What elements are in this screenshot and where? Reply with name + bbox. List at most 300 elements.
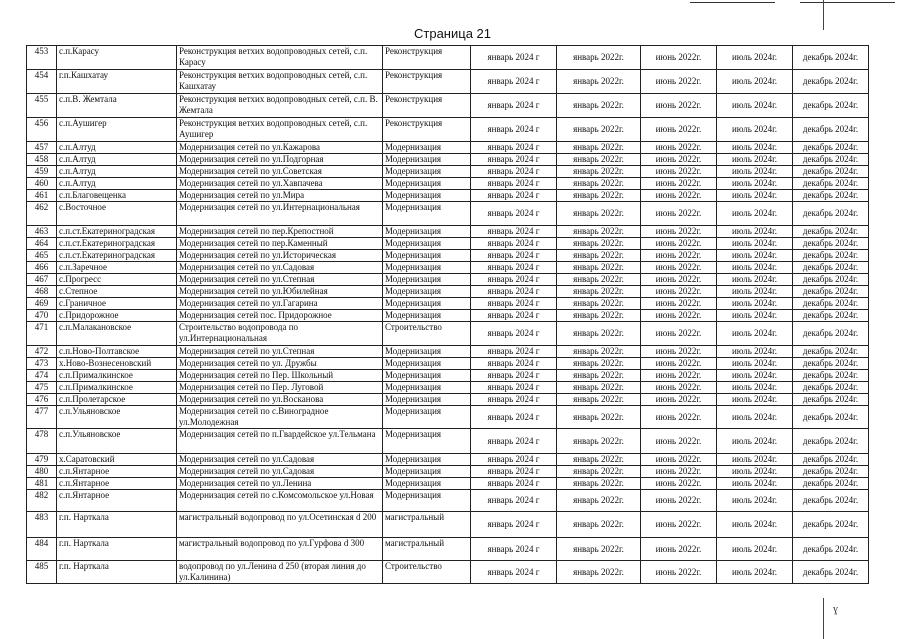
cell-mid-date: июнь 2022г.: [641, 94, 717, 118]
cell-end-date: декабрь 2024г.: [793, 142, 869, 154]
cell-plan-date: июль 2024г.: [717, 94, 793, 118]
cell-start-date: январь 2022г.: [557, 262, 641, 274]
cell-number: 469: [27, 298, 57, 310]
cell-work-type: Модернизация: [383, 466, 471, 478]
scan-top-rule-right: [800, 2, 895, 3]
cell-end-date: декабрь 2024г.: [793, 178, 869, 190]
cell-end-date: декабрь 2024г.: [793, 94, 869, 118]
cell-settlement: с.п.Карасу: [57, 46, 177, 70]
cell-work-description: Модернизация сетей по ул.Подгорная: [177, 154, 383, 166]
cell-start-date: январь 2022г.: [557, 202, 641, 226]
cell-mid-date: июнь 2022г.: [641, 166, 717, 178]
cell-work-type: Модернизация: [383, 202, 471, 226]
cell-deadline: январь 2024 г: [471, 394, 557, 406]
cell-mid-date: июнь 2022г.: [641, 118, 717, 142]
cell-number: 481: [27, 478, 57, 490]
cell-plan-date: июль 2024г.: [717, 46, 793, 70]
table-row: [27, 178, 869, 190]
cell-start-date: январь 2022г.: [557, 310, 641, 322]
cell-deadline: январь 2024 г: [471, 250, 557, 262]
cell-settlement: с.Восточное: [57, 202, 177, 226]
table-row: [27, 358, 869, 370]
cell-mid-date: июнь 2022г.: [641, 512, 717, 538]
cell-work-type: Модернизация: [383, 370, 471, 382]
cell-number: 482: [27, 490, 57, 512]
table-row: [27, 274, 869, 286]
cell-number: 477: [27, 406, 57, 429]
cell-plan-date: июль 2024г.: [717, 250, 793, 262]
cell-number: 478: [27, 429, 57, 454]
cell-start-date: январь 2022г.: [557, 94, 641, 118]
cell-start-date: январь 2022г.: [557, 46, 641, 70]
cell-start-date: январь 2022г.: [557, 512, 641, 538]
cell-mid-date: июнь 2022г.: [641, 262, 717, 274]
cell-end-date: декабрь 2024г.: [793, 322, 869, 346]
cell-settlement: с.п.Алтуд: [57, 178, 177, 190]
cell-deadline: январь 2024 г: [471, 370, 557, 382]
cell-mid-date: июнь 2022г.: [641, 298, 717, 310]
table-row: [27, 94, 869, 118]
cell-plan-date: июль 2024г.: [717, 512, 793, 538]
cell-settlement: с.Граничное: [57, 298, 177, 310]
cell-start-date: январь 2022г.: [557, 70, 641, 94]
cell-work-type: Реконструкция: [383, 46, 471, 70]
cell-settlement: г.п. Нарткала: [57, 538, 177, 561]
cell-mid-date: июнь 2022г.: [641, 190, 717, 202]
cell-deadline: январь 2024 г: [471, 274, 557, 286]
table-row: [27, 190, 869, 202]
cell-deadline: январь 2024 г: [471, 454, 557, 466]
cell-work-type: магистральный: [383, 512, 471, 538]
cell-end-date: декабрь 2024г.: [793, 358, 869, 370]
scan-mark: ɣ: [833, 604, 838, 615]
table-row: [27, 346, 869, 358]
cell-end-date: декабрь 2024г.: [793, 370, 869, 382]
cell-plan-date: июль 2024г.: [717, 429, 793, 454]
cell-plan-date: июль 2024г.: [717, 478, 793, 490]
cell-work-type: Модернизация: [383, 358, 471, 370]
cell-plan-date: июль 2024г.: [717, 382, 793, 394]
scan-fold-line-lower: [823, 598, 824, 639]
cell-deadline: январь 2024 г: [471, 154, 557, 166]
cell-plan-date: июль 2024г.: [717, 118, 793, 142]
cell-plan-date: июль 2024г.: [717, 178, 793, 190]
table-row: [27, 512, 869, 538]
cell-work-type: магистральный: [383, 538, 471, 561]
cell-number: 459: [27, 166, 57, 178]
cell-work-type: Реконструкция: [383, 70, 471, 94]
table-row: [27, 142, 869, 154]
cell-number: 483: [27, 512, 57, 538]
cell-work-type: Модернизация: [383, 382, 471, 394]
cell-number: 468: [27, 286, 57, 298]
cell-work-type: Модернизация: [383, 394, 471, 406]
cell-end-date: декабрь 2024г.: [793, 454, 869, 466]
cell-work-type: Модернизация: [383, 298, 471, 310]
cell-start-date: январь 2022г.: [557, 561, 641, 584]
page-title: Страница 21: [414, 26, 491, 41]
cell-work-description: Модернизация сетей по ул.Садовая: [177, 466, 383, 478]
cell-work-description: Модернизация сетей по ул.Интернациональная: [177, 202, 383, 226]
cell-deadline: январь 2024 г: [471, 178, 557, 190]
cell-settlement: с.Придорожное: [57, 310, 177, 322]
cell-deadline: январь 2024 г: [471, 512, 557, 538]
cell-number: 454: [27, 70, 57, 94]
cell-settlement: с.Степное: [57, 286, 177, 298]
cell-work-description: Модернизация сетей по ул.Мира: [177, 190, 383, 202]
cell-deadline: январь 2024 г: [471, 262, 557, 274]
table-row: [27, 118, 869, 142]
table-row: [27, 250, 869, 262]
cell-deadline: январь 2024 г: [471, 46, 557, 70]
cell-deadline: январь 2024 г: [471, 406, 557, 429]
cell-end-date: декабрь 2024г.: [793, 478, 869, 490]
cell-deadline: январь 2024 г: [471, 142, 557, 154]
cell-end-date: декабрь 2024г.: [793, 538, 869, 561]
cell-plan-date: июль 2024г.: [717, 370, 793, 382]
cell-work-type: Модернизация: [383, 238, 471, 250]
cell-number: 465: [27, 250, 57, 262]
cell-work-type: Модернизация: [383, 274, 471, 286]
cell-mid-date: июнь 2022г.: [641, 142, 717, 154]
cell-start-date: январь 2022г.: [557, 478, 641, 490]
cell-number: 470: [27, 310, 57, 322]
cell-settlement: с.п.ст.Екатериноградская: [57, 226, 177, 238]
cell-end-date: декабрь 2024г.: [793, 250, 869, 262]
cell-end-date: декабрь 2024г.: [793, 274, 869, 286]
cell-settlement: с.п.Янтарное: [57, 490, 177, 512]
cell-start-date: январь 2022г.: [557, 454, 641, 466]
cell-work-description: магистральный водопровод по ул.Осетинская d 200: [177, 512, 383, 538]
cell-start-date: январь 2022г.: [557, 298, 641, 310]
cell-work-description: Модернизация сетей по Пер. Луговой: [177, 382, 383, 394]
cell-plan-date: июль 2024г.: [717, 274, 793, 286]
cell-end-date: декабрь 2024г.: [793, 466, 869, 478]
table-row: [27, 310, 869, 322]
cell-plan-date: июль 2024г.: [717, 358, 793, 370]
table-row: [27, 286, 869, 298]
table-row: [27, 262, 869, 274]
cell-work-description: Модернизация сетей по ул.Кажарова: [177, 142, 383, 154]
table-row: [27, 298, 869, 310]
cell-work-description: Модернизация сетей по ул.Ленина: [177, 478, 383, 490]
cell-work-type: Модернизация: [383, 154, 471, 166]
cell-settlement: г.п.Кашхатау: [57, 70, 177, 94]
cell-deadline: январь 2024 г: [471, 94, 557, 118]
cell-start-date: январь 2022г.: [557, 286, 641, 298]
cell-settlement: с.п.Пролетарское: [57, 394, 177, 406]
cell-deadline: январь 2024 г: [471, 490, 557, 512]
cell-mid-date: июнь 2022г.: [641, 70, 717, 94]
cell-end-date: декабрь 2024г.: [793, 202, 869, 226]
cell-mid-date: июнь 2022г.: [641, 382, 717, 394]
cell-start-date: январь 2022г.: [557, 238, 641, 250]
cell-mid-date: июнь 2022г.: [641, 46, 717, 70]
table-row: [27, 70, 869, 94]
cell-mid-date: июнь 2022г.: [641, 394, 717, 406]
cell-deadline: январь 2024 г: [471, 322, 557, 346]
cell-work-type: Модернизация: [383, 226, 471, 238]
cell-settlement: с.п.Прималкинское: [57, 382, 177, 394]
table-row: [27, 238, 869, 250]
cell-number: 464: [27, 238, 57, 250]
cell-settlement: с.п.Заречное: [57, 262, 177, 274]
cell-mid-date: июнь 2022г.: [641, 274, 717, 286]
table-row: [27, 202, 869, 226]
cell-deadline: январь 2024 г: [471, 70, 557, 94]
cell-work-description: Строительство водопровода по ул.Интернациональная: [177, 322, 383, 346]
cell-plan-date: июль 2024г.: [717, 262, 793, 274]
cell-start-date: январь 2022г.: [557, 538, 641, 561]
cell-number: 479: [27, 454, 57, 466]
cell-mid-date: июнь 2022г.: [641, 226, 717, 238]
cell-plan-date: июль 2024г.: [717, 346, 793, 358]
table-row: [27, 538, 869, 561]
cell-deadline: январь 2024 г: [471, 310, 557, 322]
cell-number: 476: [27, 394, 57, 406]
cell-mid-date: июнь 2022г.: [641, 466, 717, 478]
cell-settlement: х.Ново-Вознесеновский: [57, 358, 177, 370]
cell-work-description: Модернизация сетей по ул.Садовая: [177, 454, 383, 466]
cell-start-date: январь 2022г.: [557, 346, 641, 358]
cell-work-type: Строительство: [383, 561, 471, 584]
cell-deadline: январь 2024 г: [471, 429, 557, 454]
cell-end-date: декабрь 2024г.: [793, 490, 869, 512]
cell-work-type: Реконструкция: [383, 94, 471, 118]
cell-number: 474: [27, 370, 57, 382]
cell-plan-date: июль 2024г.: [717, 561, 793, 584]
cell-start-date: январь 2022г.: [557, 250, 641, 262]
cell-end-date: декабрь 2024г.: [793, 512, 869, 538]
cell-number: 462: [27, 202, 57, 226]
cell-work-description: Модернизация сетей по ул.Восканова: [177, 394, 383, 406]
cell-plan-date: июль 2024г.: [717, 286, 793, 298]
cell-number: 453: [27, 46, 57, 70]
cell-mid-date: июнь 2022г.: [641, 322, 717, 346]
cell-number: 471: [27, 322, 57, 346]
cell-end-date: декабрь 2024г.: [793, 310, 869, 322]
cell-deadline: январь 2024 г: [471, 238, 557, 250]
cell-end-date: декабрь 2024г.: [793, 166, 869, 178]
cell-plan-date: июль 2024г.: [717, 394, 793, 406]
cell-settlement: с.Прогресс: [57, 274, 177, 286]
cell-start-date: январь 2022г.: [557, 118, 641, 142]
cell-work-type: Реконструкция: [383, 118, 471, 142]
cell-number: 467: [27, 274, 57, 286]
cell-end-date: декабрь 2024г.: [793, 346, 869, 358]
table-row: [27, 166, 869, 178]
cell-deadline: январь 2024 г: [471, 118, 557, 142]
cell-plan-date: июль 2024г.: [717, 70, 793, 94]
cell-end-date: декабрь 2024г.: [793, 262, 869, 274]
cell-work-description: водопровод по ул.Ленина d 250 (вторая линия до ул.Калинина): [177, 561, 383, 584]
cell-work-type: Модернизация: [383, 478, 471, 490]
cell-work-type: Модернизация: [383, 262, 471, 274]
table-row: [27, 429, 869, 454]
table-row: [27, 394, 869, 406]
cell-settlement: с.п.Аушигер: [57, 118, 177, 142]
cell-end-date: декабрь 2024г.: [793, 118, 869, 142]
table-row: [27, 406, 869, 429]
cell-work-description: Модернизация сетей по ул.Степная: [177, 274, 383, 286]
cell-mid-date: июнь 2022г.: [641, 310, 717, 322]
cell-end-date: декабрь 2024г.: [793, 286, 869, 298]
cell-plan-date: июль 2024г.: [717, 154, 793, 166]
cell-work-description: Модернизация сетей по ул.Историческая: [177, 250, 383, 262]
cell-mid-date: июнь 2022г.: [641, 478, 717, 490]
cell-deadline: январь 2024 г: [471, 466, 557, 478]
cell-deadline: январь 2024 г: [471, 286, 557, 298]
cell-mid-date: июнь 2022г.: [641, 358, 717, 370]
cell-end-date: декабрь 2024г.: [793, 382, 869, 394]
cell-work-description: Модернизация сетей по ул.Гагарина: [177, 298, 383, 310]
cell-plan-date: июль 2024г.: [717, 490, 793, 512]
cell-end-date: декабрь 2024г.: [793, 298, 869, 310]
cell-settlement: с.п.Алтуд: [57, 154, 177, 166]
table-row: [27, 454, 869, 466]
cell-deadline: январь 2024 г: [471, 298, 557, 310]
cell-work-type: Модернизация: [383, 250, 471, 262]
cell-plan-date: июль 2024г.: [717, 454, 793, 466]
cell-work-description: Модернизация сетей по пер.Каменный: [177, 238, 383, 250]
cell-mid-date: июнь 2022г.: [641, 154, 717, 166]
cell-plan-date: июль 2024г.: [717, 226, 793, 238]
table-row: [27, 478, 869, 490]
table-row: [27, 382, 869, 394]
cell-work-description: Модернизация сетей по пер.Крепостной: [177, 226, 383, 238]
cell-plan-date: июль 2024г.: [717, 406, 793, 429]
cell-end-date: декабрь 2024г.: [793, 394, 869, 406]
cell-start-date: январь 2022г.: [557, 490, 641, 512]
work-schedule-table: [26, 45, 869, 584]
cell-deadline: январь 2024 г: [471, 202, 557, 226]
cell-work-description: Реконструкция ветхих водопроводных сетей, с.п. Кашхатау: [177, 70, 383, 94]
cell-start-date: январь 2022г.: [557, 429, 641, 454]
cell-settlement: с.п.Малакановское: [57, 322, 177, 346]
cell-deadline: январь 2024 г: [471, 190, 557, 202]
cell-settlement: с.п.Ульяновское: [57, 429, 177, 454]
cell-settlement: с.п.Прималкинское: [57, 370, 177, 382]
cell-work-type: Модернизация: [383, 190, 471, 202]
cell-start-date: январь 2022г.: [557, 274, 641, 286]
cell-number: 473: [27, 358, 57, 370]
cell-settlement: с.п.В. Жемтала: [57, 94, 177, 118]
cell-settlement: г.п. Нарткала: [57, 561, 177, 584]
cell-work-type: Модернизация: [383, 490, 471, 512]
cell-end-date: декабрь 2024г.: [793, 406, 869, 429]
cell-settlement: с.п.Ново-Полтавское: [57, 346, 177, 358]
table-body: [27, 46, 869, 584]
cell-mid-date: июнь 2022г.: [641, 561, 717, 584]
table-row: [27, 322, 869, 346]
cell-work-description: Модернизация сетей по ул.Степная: [177, 346, 383, 358]
cell-settlement: с.п.Благовещенка: [57, 190, 177, 202]
cell-number: 480: [27, 466, 57, 478]
cell-plan-date: июль 2024г.: [717, 322, 793, 346]
cell-mid-date: июнь 2022г.: [641, 454, 717, 466]
cell-number: 475: [27, 382, 57, 394]
cell-end-date: декабрь 2024г.: [793, 46, 869, 70]
table-row: [27, 226, 869, 238]
cell-plan-date: июль 2024г.: [717, 238, 793, 250]
cell-start-date: январь 2022г.: [557, 466, 641, 478]
cell-work-description: Модернизация сетей по Пер. Школьный: [177, 370, 383, 382]
cell-mid-date: июнь 2022г.: [641, 490, 717, 512]
cell-plan-date: июль 2024г.: [717, 538, 793, 561]
cell-settlement: с.п.ст.Екатериноградская: [57, 238, 177, 250]
cell-mid-date: июнь 2022г.: [641, 429, 717, 454]
table-row: [27, 154, 869, 166]
cell-mid-date: июнь 2022г.: [641, 538, 717, 561]
cell-plan-date: июль 2024г.: [717, 310, 793, 322]
cell-settlement: х.Саратовский: [57, 454, 177, 466]
cell-plan-date: июль 2024г.: [717, 166, 793, 178]
cell-work-description: Модернизация сетей по ул.Садовая: [177, 262, 383, 274]
cell-work-description: Модернизация сетей по ул.Хавпачева: [177, 178, 383, 190]
cell-work-type: Модернизация: [383, 286, 471, 298]
cell-settlement: г.п. Нарткала: [57, 512, 177, 538]
table-row: [27, 561, 869, 584]
cell-deadline: январь 2024 г: [471, 478, 557, 490]
cell-start-date: январь 2022г.: [557, 154, 641, 166]
cell-number: 455: [27, 94, 57, 118]
cell-settlement: с.п.Ульяновское: [57, 406, 177, 429]
cell-number: 460: [27, 178, 57, 190]
cell-work-description: Модернизация сетей по ул.Юбилейная: [177, 286, 383, 298]
cell-work-description: Модернизация сетей по ул.Советская: [177, 166, 383, 178]
cell-start-date: январь 2022г.: [557, 370, 641, 382]
cell-mid-date: июнь 2022г.: [641, 370, 717, 382]
cell-number: 463: [27, 226, 57, 238]
cell-start-date: январь 2022г.: [557, 142, 641, 154]
cell-start-date: январь 2022г.: [557, 406, 641, 429]
cell-start-date: январь 2022г.: [557, 226, 641, 238]
cell-end-date: декабрь 2024г.: [793, 561, 869, 584]
table-row: [27, 466, 869, 478]
cell-start-date: январь 2022г.: [557, 382, 641, 394]
cell-mid-date: июнь 2022г.: [641, 238, 717, 250]
cell-number: 485: [27, 561, 57, 584]
cell-mid-date: июнь 2022г.: [641, 202, 717, 226]
cell-mid-date: июнь 2022г.: [641, 286, 717, 298]
cell-end-date: декабрь 2024г.: [793, 154, 869, 166]
cell-start-date: январь 2022г.: [557, 178, 641, 190]
cell-settlement: с.п.Алтуд: [57, 142, 177, 154]
cell-settlement: с.п.Янтарное: [57, 466, 177, 478]
cell-number: 466: [27, 262, 57, 274]
cell-start-date: январь 2022г.: [557, 358, 641, 370]
table-row: [27, 490, 869, 512]
cell-work-type: Модернизация: [383, 429, 471, 454]
cell-number: 484: [27, 538, 57, 561]
cell-start-date: январь 2022г.: [557, 166, 641, 178]
cell-end-date: декабрь 2024г.: [793, 226, 869, 238]
cell-mid-date: июнь 2022г.: [641, 346, 717, 358]
cell-start-date: январь 2022г.: [557, 322, 641, 346]
cell-plan-date: июль 2024г.: [717, 142, 793, 154]
cell-number: 456: [27, 118, 57, 142]
cell-plan-date: июль 2024г.: [717, 466, 793, 478]
cell-deadline: январь 2024 г: [471, 358, 557, 370]
cell-plan-date: июль 2024г.: [717, 190, 793, 202]
cell-number: 458: [27, 154, 57, 166]
cell-work-type: Модернизация: [383, 178, 471, 190]
cell-work-type: Модернизация: [383, 406, 471, 429]
cell-plan-date: июль 2024г.: [717, 202, 793, 226]
cell-plan-date: июль 2024г.: [717, 298, 793, 310]
cell-work-description: Модернизация сетей пос. Придорожное: [177, 310, 383, 322]
cell-deadline: январь 2024 г: [471, 226, 557, 238]
